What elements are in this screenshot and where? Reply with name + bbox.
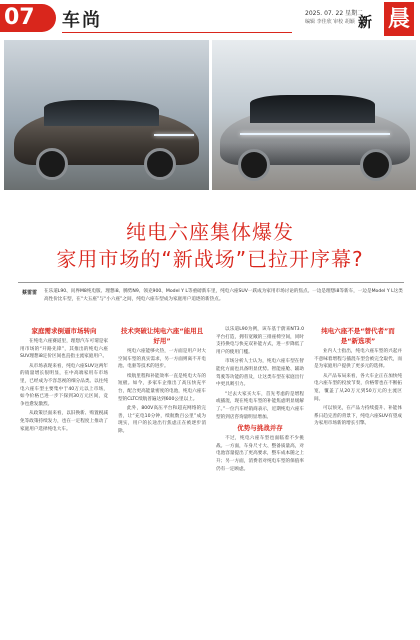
paragraph: 业内人士指出，纯电六座车型的兴起并不意味着增程与插混车型会被完全取代，而是为家庭用户提供了更多元的选择。 xyxy=(314,349,402,370)
headline-line-1: 纯电六座集体爆发 xyxy=(126,220,294,244)
logo-text: 新 xyxy=(358,15,372,31)
paragraph: 此外，800V高压平台和超充网络的完善，让“充电10分钟，续航数百公里”成为现实，用户的长途出行焦虑正在被逐步消除。 xyxy=(118,406,206,434)
suv-image xyxy=(220,95,410,181)
article-column-1 xyxy=(20,326,108,435)
issue-date: 2025. 07. 22 星期二 xyxy=(305,10,364,17)
suv-image xyxy=(14,100,199,180)
paragraph: 从产品布局来看，各大车企正在加快纯电六座车型的投放节奏，价格带也在不断拓宽，覆盖了从20万元到50万元的主流区间。 xyxy=(314,373,402,402)
paragraph: 以乐道L90为例，该车基于蔚来NT3.0平台打造，拥有宽敞的三排座椅空间，同时支持换电与快充双补能方式，进一步降低了用户的使用门槛。 xyxy=(216,327,304,355)
paragraph: 市场分析人士认为，纯电六座车型在智能化方面也具备明显优势。智能座舱、辅助驾驶等功能的普及，让这类车型在家庭出行中更具吸引力。 xyxy=(216,359,304,388)
section-name: 车尚 xyxy=(62,10,102,31)
page-header xyxy=(0,0,420,42)
car-photo-right xyxy=(212,40,416,190)
author-name: 蔡雷雷 xyxy=(22,290,38,296)
newspaper-logo xyxy=(358,2,416,38)
column-subhead: 优势与挑战并存 xyxy=(237,424,283,433)
car-photo-left xyxy=(4,40,209,190)
column-subhead: 家庭需求倒逼市场转向 xyxy=(31,327,97,335)
headline-line-2: 家用市场的“新战场”已拉开序幕? xyxy=(56,247,364,271)
logo-seal: 晨 xyxy=(384,2,414,36)
paragraph: 从市场表现来看，纯电六座SUV这两年的销量增长很明显，在中高端家用车市场里，已经成为不容忽视的细分品类。以往纯电六座车型主要集中于40万元以上市场，如今价格已进一步下探到30万元区间，竞争也愈发激烈。 xyxy=(20,363,108,407)
paragraph: 续航里程和补能效率一直是纯电大车的短板。如今，多家车企推出了高压快充平台，配合更高能量密度的电池，纯电六座车型的CLTC续航普遍达到600公里以上。 xyxy=(118,373,206,402)
column-subhead: 技术突破让纯电六座“能用且好用” xyxy=(120,327,204,345)
paragraph: “过去大家买大车，首先考虑的是增程或插混，现在纯电车型的补能焦虑明显缓解了。”一位汽车经销商表示，近期纯电六座车型的到店咨询量明显增加。 xyxy=(216,391,304,420)
header-divider xyxy=(62,32,292,33)
paragraph: 可以预见，在产品力持续提升、补能体系日趋完善的背景下，纯电六座SUV有望成为家用市场新的增长引擎。 xyxy=(314,406,402,427)
article-column-2 xyxy=(118,326,206,438)
paragraph: 在纯电六座赛道里，理想汽车可谓是家用市场的“开路先锋”，其推出的纯电六座SUV理想i8定价区间也直指主流家庭用户。 xyxy=(20,339,108,360)
article-lede: 在乐道L90、问界M8纯电版、理想i8、腾势N9、领克900、Model Y L等重磅新车里，纯电六座SUV一跃成为家用市场讨论的焦点。一边是理想i8等新车，一边是Model Y L这类高性价比车型，在“大五座”与“小六座”之间，纯电六座车型成为家庭用户追逐的新热点。 xyxy=(44,289,403,302)
article-column-3 xyxy=(216,326,304,475)
issue-meta: 编辑 李佳欣 审校 胡颖 xyxy=(305,19,355,25)
byline-box xyxy=(18,282,404,321)
paragraph: 不过，纯电六座车型也面临着不少挑战。一方面，车身尺寸大、整备质量高，对电池容量提出了更高要求，整车成本随之上升；另一方面，消费者对纯电车型的保值率仍有一定顾虑。 xyxy=(216,436,304,472)
section-number: 07 xyxy=(0,4,56,32)
paragraph: 纯电六座能够火热，一方面是用户对大空间车型的真实需求，另一方面则离不开电池、电驱等技术的进步。 xyxy=(118,349,206,370)
article-column-4 xyxy=(314,326,402,430)
paragraph: 从政策层面来看，以旧换新、购置税减免等政策持续发力，也在一定程度上推动了家庭用户选择纯电大车。 xyxy=(20,411,108,432)
column-subhead: 纯电六座不是“替代者”而是“新选项” xyxy=(321,327,395,345)
